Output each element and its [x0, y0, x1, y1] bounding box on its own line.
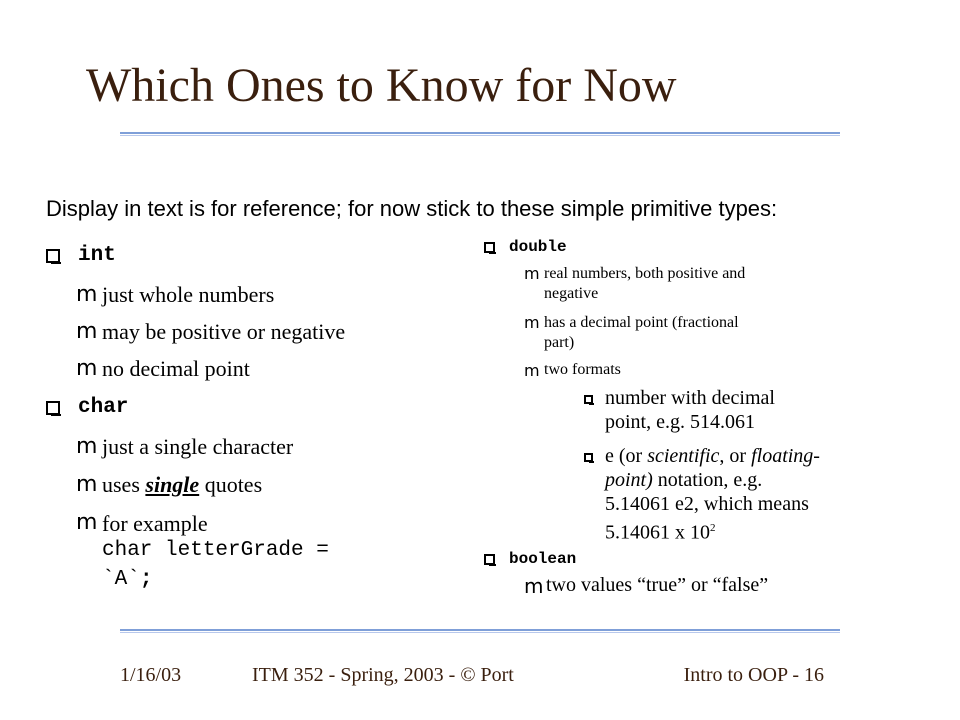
text-part: floating-: [751, 445, 820, 467]
bullet-double: [484, 238, 567, 256]
format-item: [584, 386, 775, 434]
text-part: for example: [102, 511, 208, 536]
text-part: , or: [719, 445, 752, 467]
char-item-text: just a single character: [102, 434, 294, 459]
bottom-divider: [120, 629, 840, 631]
m-bullet-icon: m: [524, 574, 544, 598]
checkbox-bullet-icon: [484, 242, 495, 253]
text-part: uses: [102, 472, 146, 497]
int-item: [76, 319, 345, 345]
char-item: [76, 510, 329, 593]
footer-date: 1/16/03: [120, 664, 182, 686]
double-item-text: [544, 313, 739, 353]
checkbox-bullet-icon: [484, 554, 495, 565]
checkbox-bullet-icon: [46, 401, 60, 415]
m-bullet-icon: m: [76, 472, 98, 497]
int-item-text: no decimal point: [102, 356, 250, 381]
bullet-boolean: [484, 550, 576, 568]
double-item: [524, 361, 621, 380]
text-line: real numbers, both positive and: [544, 265, 746, 282]
m-bullet-icon: m: [76, 356, 98, 381]
code-part: ;: [139, 568, 153, 591]
text-part: 5.14061 x 10: [605, 521, 710, 544]
format-item: [584, 444, 820, 545]
bullet-int: [46, 244, 116, 267]
double-item-text: [544, 264, 745, 304]
text-part: e (or: [605, 445, 648, 467]
slide-title: Which Ones to Know for Now: [86, 59, 677, 112]
code-line: char letterGrade =: [102, 539, 329, 562]
char-item-text: [102, 510, 329, 593]
int-item: [76, 282, 274, 308]
intro-text: Display in text is for reference; for now stick to these simple primitive types:: [46, 196, 778, 221]
m-bullet-icon: m: [76, 319, 98, 344]
char-item-text: [102, 472, 262, 498]
m-bullet-icon: m: [76, 282, 98, 307]
text-line: number with decimal: [605, 387, 775, 409]
double-item: [524, 264, 745, 304]
footer-course: ITM 352 - Spring, 2003 - © Port: [252, 664, 514, 686]
text-line: has a decimal point (fractional: [544, 314, 739, 331]
text-part: scientific: [647, 445, 720, 467]
superscript: 2: [710, 522, 716, 534]
footer-slide-number: Intro to OOP - 16: [683, 664, 824, 686]
text-line: point, e.g. 514.061: [605, 411, 755, 433]
int-item-text: may be positive or negative: [102, 319, 346, 344]
double-item: [524, 313, 739, 353]
int-item: [76, 356, 250, 382]
emphasis-single: single: [145, 472, 200, 497]
double-item-text: two formats: [544, 361, 621, 378]
text-part: point): [605, 469, 653, 491]
boolean-item-text: two values “true” or “false”: [546, 574, 769, 596]
checkbox-bullet-icon: [584, 453, 593, 462]
checkbox-bullet-icon: [46, 249, 60, 263]
text-line: negative: [544, 285, 599, 302]
m-bullet-icon: m: [524, 313, 540, 332]
m-bullet-icon: m: [76, 510, 98, 535]
code-part: `A`: [102, 568, 140, 591]
m-bullet-icon: m: [76, 434, 98, 459]
checkbox-bullet-icon: [584, 395, 593, 404]
m-bullet-icon: m: [524, 361, 540, 380]
bullet-char: [46, 396, 128, 419]
text-line: 5.14061 e2, which means: [605, 493, 809, 515]
text-part: quotes: [199, 472, 263, 497]
double-label: double: [509, 238, 567, 256]
text-line: part): [544, 334, 575, 351]
int-label: int: [78, 244, 116, 267]
format-item-text: [605, 444, 820, 545]
boolean-label: boolean: [509, 550, 577, 568]
char-item: [76, 472, 262, 498]
m-bullet-icon: m: [524, 264, 540, 283]
format-item-text: [605, 386, 775, 434]
int-item-text: just whole numbers: [102, 282, 275, 307]
boolean-item: [524, 574, 768, 598]
char-label: char: [78, 396, 129, 419]
char-item: [76, 434, 293, 460]
text-part: notation, e.g.: [652, 469, 763, 491]
top-divider: [120, 132, 840, 134]
